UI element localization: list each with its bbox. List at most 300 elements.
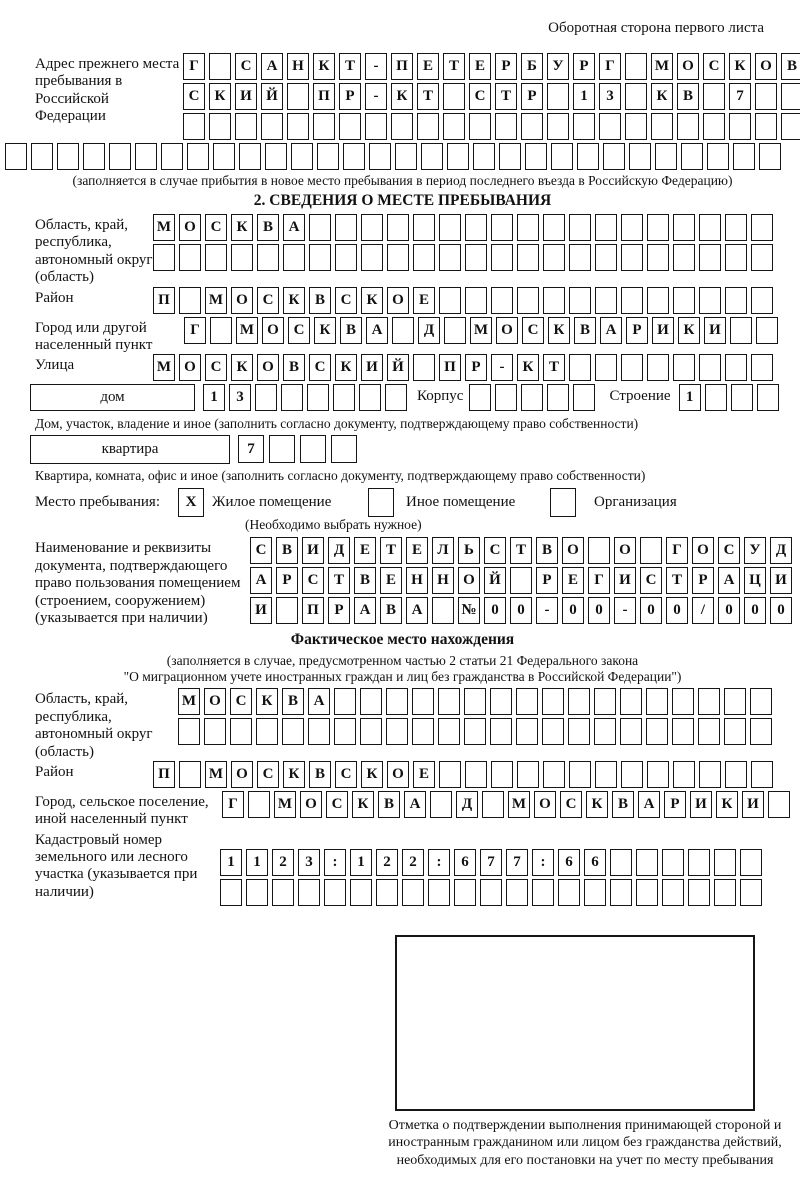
char-cell[interactable] [568,718,590,745]
char-cell[interactable]: К [256,688,278,715]
char-cell[interactable]: 6 [454,849,476,876]
char-cell[interactable] [621,214,643,241]
char-cell[interactable] [402,879,424,906]
char-cell[interactable]: О [257,354,279,381]
char-cell[interactable] [584,879,606,906]
char-cell[interactable]: О [614,537,636,564]
char-cell[interactable] [255,384,277,411]
char-cell[interactable]: С [335,761,357,788]
char-cell[interactable]: С [205,354,227,381]
char-cell[interactable] [300,435,326,463]
char-cell[interactable]: : [324,849,346,876]
char-cell[interactable] [392,317,414,344]
char-cell[interactable] [625,83,647,110]
char-cell[interactable] [655,143,677,170]
char-cell[interactable]: Г [599,53,621,80]
char-cell[interactable] [755,113,777,140]
char-cell[interactable]: Д [418,317,440,344]
char-cell[interactable] [714,849,736,876]
char-cell[interactable]: О [755,53,777,80]
char-cell[interactable] [516,718,538,745]
char-cell[interactable] [673,761,695,788]
char-cell[interactable] [750,718,772,745]
char-cell[interactable]: Ь [458,537,480,564]
char-cell[interactable] [178,718,200,745]
char-cell[interactable] [621,244,643,271]
char-cell[interactable] [621,287,643,314]
char-cell[interactable]: К [352,791,374,818]
char-cell[interactable]: В [354,567,376,594]
char-cell[interactable]: С [522,317,544,344]
char-cell[interactable] [595,214,617,241]
char-cell[interactable]: 1 [573,83,595,110]
char-cell[interactable]: 2 [376,849,398,876]
char-cell[interactable] [751,354,773,381]
char-cell[interactable] [705,384,727,411]
char-cell[interactable]: Р [664,791,686,818]
char-cell[interactable]: К [283,287,305,314]
char-cell[interactable]: Т [510,537,532,564]
char-cell[interactable] [428,879,450,906]
char-cell[interactable] [287,83,309,110]
char-cell[interactable] [506,879,528,906]
char-cell[interactable]: С [183,83,205,110]
char-cell[interactable]: К [651,83,673,110]
char-cell[interactable] [610,849,632,876]
char-cell[interactable]: О [179,214,201,241]
char-cell[interactable] [569,354,591,381]
char-cell[interactable]: 6 [584,849,606,876]
char-cell[interactable]: Р [465,354,487,381]
char-cell[interactable] [756,317,778,344]
char-cell[interactable] [291,143,313,170]
char-cell[interactable] [569,287,591,314]
char-cell[interactable]: 2 [272,849,294,876]
char-cell[interactable]: С [469,83,491,110]
char-cell[interactable] [473,143,495,170]
char-cell[interactable] [495,113,517,140]
char-cell[interactable]: Р [626,317,648,344]
char-cell[interactable] [517,287,539,314]
char-cell[interactable]: 0 [588,597,610,624]
char-cell[interactable] [439,287,461,314]
char-cell[interactable]: О [496,317,518,344]
char-cell[interactable]: Е [406,537,428,564]
char-cell[interactable] [569,761,591,788]
char-cell[interactable] [331,435,357,463]
char-cell[interactable] [620,718,642,745]
char-cell[interactable] [395,143,417,170]
char-cell[interactable]: С [640,567,662,594]
char-cell[interactable] [729,113,751,140]
char-cell[interactable]: М [205,761,227,788]
char-cell[interactable]: И [361,354,383,381]
char-cell[interactable] [595,244,617,271]
char-cell[interactable] [183,113,205,140]
char-cell[interactable] [610,879,632,906]
char-cell[interactable] [246,879,268,906]
char-cell[interactable] [308,718,330,745]
char-cell[interactable]: О [534,791,556,818]
char-cell[interactable]: Е [413,287,435,314]
char-cell[interactable]: Т [417,83,439,110]
char-cell[interactable]: А [718,567,740,594]
char-cell[interactable] [569,244,591,271]
char-cell[interactable] [269,435,295,463]
char-cell[interactable]: И [302,537,324,564]
char-cell[interactable] [577,143,599,170]
char-cell[interactable]: Е [469,53,491,80]
char-cell[interactable]: К [314,317,336,344]
char-cell[interactable] [491,287,513,314]
char-cell[interactable]: О [387,761,409,788]
char-cell[interactable]: С [335,287,357,314]
char-cell[interactable]: Р [339,83,361,110]
char-cell[interactable]: Т [666,567,688,594]
char-cell[interactable] [439,761,461,788]
char-cell[interactable] [261,113,283,140]
char-cell[interactable] [757,384,779,411]
char-cell[interactable] [109,143,131,170]
char-cell[interactable]: Й [261,83,283,110]
char-cell[interactable] [369,143,391,170]
char-cell[interactable]: 0 [640,597,662,624]
char-cell[interactable] [517,761,539,788]
char-cell[interactable] [662,849,684,876]
char-cell[interactable] [83,143,105,170]
char-cell[interactable] [324,879,346,906]
char-cell[interactable]: П [302,597,324,624]
char-cell[interactable] [220,879,242,906]
char-cell[interactable]: К [361,761,383,788]
char-cell[interactable]: 0 [484,597,506,624]
char-cell[interactable]: К [716,791,738,818]
char-cell[interactable]: Г [588,567,610,594]
char-cell[interactable]: 1 [220,849,242,876]
char-cell[interactable] [334,718,356,745]
char-cell[interactable] [386,718,408,745]
char-cell[interactable] [276,597,298,624]
char-cell[interactable] [673,214,695,241]
char-cell[interactable]: Н [432,567,454,594]
char-cell[interactable]: 7 [238,435,264,463]
char-cell[interactable] [210,317,232,344]
char-cell[interactable] [235,113,257,140]
char-cell[interactable] [751,287,773,314]
char-cell[interactable] [135,143,157,170]
char-cell[interactable] [491,244,513,271]
char-cell[interactable] [781,113,800,140]
char-cell[interactable]: Р [276,567,298,594]
char-cell[interactable]: Р [328,597,350,624]
char-cell[interactable] [681,143,703,170]
char-cell[interactable] [31,143,53,170]
char-cell[interactable]: Ц [744,567,766,594]
char-cell[interactable] [647,761,669,788]
char-cell[interactable]: - [614,597,636,624]
char-cell[interactable]: В [378,791,400,818]
char-cell[interactable] [647,354,669,381]
char-cell[interactable]: 0 [562,597,584,624]
char-cell[interactable] [257,244,279,271]
char-cell[interactable]: А [354,597,376,624]
char-cell[interactable] [677,113,699,140]
char-cell[interactable]: И [704,317,726,344]
char-cell[interactable] [421,143,443,170]
char-cell[interactable]: Т [380,537,402,564]
char-cell[interactable] [376,879,398,906]
char-cell[interactable] [621,354,643,381]
char-cell[interactable] [491,761,513,788]
char-cell[interactable] [573,384,595,411]
char-cell[interactable]: 2 [402,849,424,876]
char-cell[interactable] [673,354,695,381]
char-cell[interactable] [599,113,621,140]
char-cell[interactable] [521,384,543,411]
char-cell[interactable]: 0 [744,597,766,624]
char-cell[interactable] [595,354,617,381]
char-cell[interactable] [179,287,201,314]
char-cell[interactable]: О [387,287,409,314]
char-cell[interactable]: К [283,761,305,788]
char-cell[interactable] [335,244,357,271]
char-cell[interactable]: - [536,597,558,624]
char-cell[interactable]: 6 [558,849,580,876]
char-cell[interactable] [725,354,747,381]
char-cell[interactable] [239,143,261,170]
char-cell[interactable]: М [470,317,492,344]
char-cell[interactable]: А [406,597,428,624]
char-cell[interactable]: В [282,688,304,715]
char-cell[interactable] [636,879,658,906]
char-cell[interactable] [417,113,439,140]
char-cell[interactable] [751,761,773,788]
char-cell[interactable]: 7 [506,849,528,876]
char-cell[interactable] [412,688,434,715]
char-cell[interactable] [759,143,781,170]
char-cell[interactable] [265,143,287,170]
char-cell[interactable] [725,287,747,314]
char-cell[interactable]: Д [456,791,478,818]
char-cell[interactable] [542,688,564,715]
checkbox-other-premises[interactable] [368,488,394,517]
char-cell[interactable] [673,287,695,314]
char-cell[interactable] [699,244,721,271]
char-cell[interactable]: С [288,317,310,344]
char-cell[interactable] [698,688,720,715]
char-cell[interactable] [707,143,729,170]
char-cell[interactable] [283,244,305,271]
char-cell[interactable] [688,879,710,906]
char-cell[interactable] [525,143,547,170]
char-cell[interactable]: Г [222,791,244,818]
char-cell[interactable]: 0 [510,597,532,624]
char-cell[interactable] [490,718,512,745]
char-cell[interactable]: К [548,317,570,344]
char-cell[interactable]: К [517,354,539,381]
char-cell[interactable]: О [677,53,699,80]
char-cell[interactable] [413,244,435,271]
char-cell[interactable] [153,244,175,271]
char-cell[interactable] [213,143,235,170]
char-cell[interactable] [480,879,502,906]
char-cell[interactable]: 3 [298,849,320,876]
char-cell[interactable] [361,214,383,241]
char-cell[interactable] [510,567,532,594]
char-cell[interactable] [731,384,753,411]
char-cell[interactable] [272,879,294,906]
char-cell[interactable]: Е [413,761,435,788]
char-cell[interactable] [781,83,800,110]
char-cell[interactable] [465,214,487,241]
char-cell[interactable]: Т [443,53,465,80]
char-cell[interactable]: Р [573,53,595,80]
char-cell[interactable] [646,688,668,715]
char-cell[interactable]: № [458,597,480,624]
char-cell[interactable] [432,597,454,624]
char-cell[interactable] [430,791,452,818]
char-cell[interactable] [317,143,339,170]
char-cell[interactable] [391,113,413,140]
char-cell[interactable] [282,718,304,745]
char-cell[interactable]: О [231,761,253,788]
char-cell[interactable]: 7 [729,83,751,110]
char-cell[interactable] [573,113,595,140]
char-cell[interactable] [443,83,465,110]
char-cell[interactable]: С [250,537,272,564]
char-cell[interactable] [629,143,651,170]
char-cell[interactable]: : [428,849,450,876]
char-cell[interactable]: П [391,53,413,80]
char-cell[interactable]: Г [183,53,205,80]
char-cell[interactable] [469,113,491,140]
char-cell[interactable] [672,688,694,715]
char-cell[interactable]: О [179,354,201,381]
char-cell[interactable]: В [257,214,279,241]
char-cell[interactable]: В [574,317,596,344]
char-cell[interactable] [209,53,231,80]
char-cell[interactable]: К [313,53,335,80]
char-cell[interactable] [413,354,435,381]
char-cell[interactable]: У [744,537,766,564]
char-cell[interactable]: Л [432,537,454,564]
char-cell[interactable] [625,53,647,80]
char-cell[interactable]: К [231,354,253,381]
char-cell[interactable] [464,688,486,715]
char-cell[interactable] [465,244,487,271]
char-cell[interactable]: Н [406,567,428,594]
char-cell[interactable]: В [380,597,402,624]
char-cell[interactable]: Е [380,567,402,594]
char-cell[interactable] [334,688,356,715]
char-cell[interactable]: Е [562,567,584,594]
char-cell[interactable] [387,214,409,241]
char-cell[interactable] [768,791,790,818]
checkbox-residential[interactable]: X [178,488,204,517]
char-cell[interactable] [447,143,469,170]
char-cell[interactable] [646,718,668,745]
char-cell[interactable]: К [586,791,608,818]
char-cell[interactable] [621,761,643,788]
char-cell[interactable]: 1 [679,384,701,411]
char-cell[interactable]: Б [521,53,543,80]
char-cell[interactable]: О [458,567,480,594]
char-cell[interactable] [724,718,746,745]
char-cell[interactable]: В [536,537,558,564]
char-cell[interactable] [636,849,658,876]
char-cell[interactable] [309,244,331,271]
char-cell[interactable] [360,718,382,745]
char-cell[interactable] [730,317,752,344]
char-cell[interactable]: А [261,53,283,80]
char-cell[interactable]: Р [692,567,714,594]
char-cell[interactable]: К [678,317,700,344]
char-cell[interactable] [439,244,461,271]
char-cell[interactable]: - [365,53,387,80]
char-cell[interactable]: А [366,317,388,344]
char-cell[interactable] [594,688,616,715]
char-cell[interactable]: П [153,287,175,314]
char-cell[interactable] [594,718,616,745]
char-cell[interactable] [725,214,747,241]
char-cell[interactable] [298,879,320,906]
char-cell[interactable] [543,287,565,314]
char-cell[interactable] [640,537,662,564]
char-cell[interactable]: М [153,354,175,381]
char-cell[interactable]: В [276,537,298,564]
char-cell[interactable]: М [508,791,530,818]
char-cell[interactable]: Г [666,537,688,564]
char-cell[interactable] [359,384,381,411]
char-cell[interactable] [438,718,460,745]
char-cell[interactable] [703,83,725,110]
char-cell[interactable]: Д [328,537,350,564]
char-cell[interactable] [360,688,382,715]
char-cell[interactable]: И [770,567,792,594]
char-cell[interactable]: Р [536,567,558,594]
checkbox-organization[interactable] [550,488,576,517]
char-cell[interactable]: В [781,53,800,80]
char-cell[interactable] [230,718,252,745]
char-cell[interactable]: Г [184,317,206,344]
char-cell[interactable]: О [300,791,322,818]
char-cell[interactable]: 3 [229,384,251,411]
char-cell[interactable]: С [309,354,331,381]
char-cell[interactable]: С [302,567,324,594]
char-cell[interactable] [490,688,512,715]
char-cell[interactable] [464,718,486,745]
char-cell[interactable] [248,791,270,818]
char-cell[interactable] [699,354,721,381]
char-cell[interactable] [699,287,721,314]
char-cell[interactable]: 1 [246,849,268,876]
char-cell[interactable] [161,143,183,170]
char-cell[interactable]: М [651,53,673,80]
char-cell[interactable]: Т [328,567,350,594]
char-cell[interactable]: А [308,688,330,715]
char-cell[interactable]: А [250,567,272,594]
char-cell[interactable]: К [335,354,357,381]
char-cell[interactable] [482,791,504,818]
char-cell[interactable] [568,688,590,715]
char-cell[interactable] [313,113,335,140]
char-cell[interactable] [439,214,461,241]
char-cell[interactable] [558,879,580,906]
char-cell[interactable] [465,287,487,314]
char-cell[interactable] [672,718,694,745]
char-cell[interactable] [751,244,773,271]
char-cell[interactable] [551,143,573,170]
